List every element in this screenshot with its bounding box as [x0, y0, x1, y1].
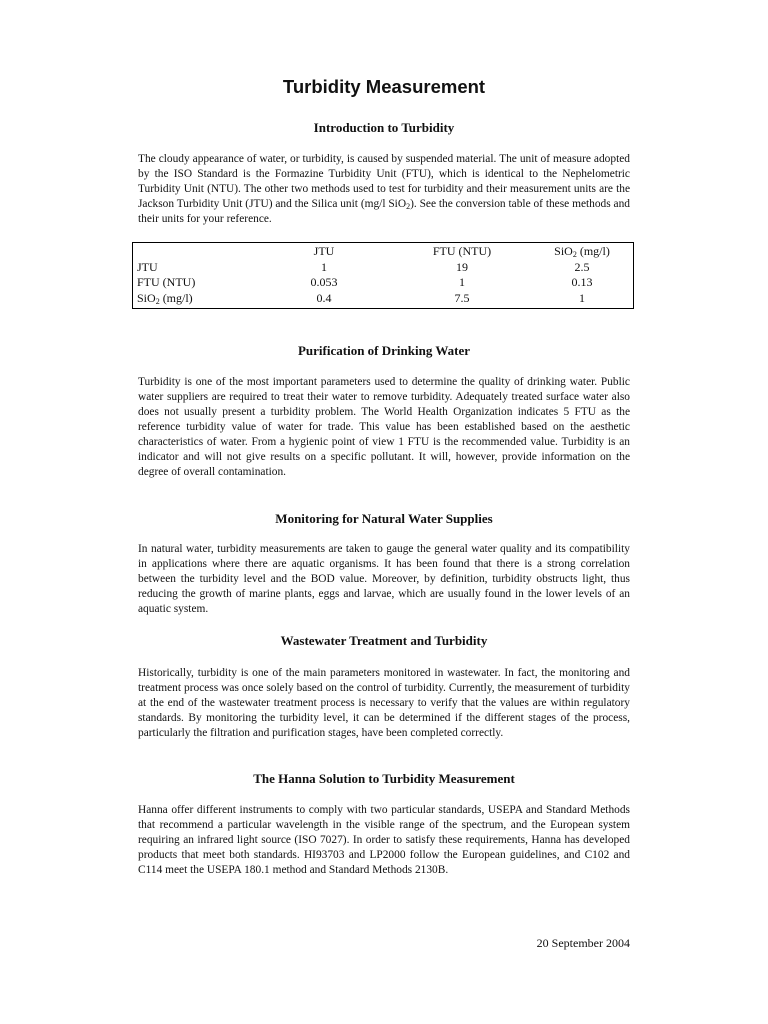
document-date: 20 September 2004: [536, 936, 630, 950]
section-paragraph-introduction: [138, 152, 630, 227]
table-cell: 1: [459, 275, 465, 289]
column-header-sio2: SiO$_2$ (mg/l): [554, 244, 610, 259]
intro-subscript: 2: [406, 202, 411, 211]
section-paragraph-purification: Turbidity is one of the most important parameters used to determine the quality of drinking water. Public water suppliers are required to treat their water to remove turbidity. Adequately treated surface water also does not usually present a turbidity problem. The World Health Organization indicates 5 FTU as the reference turbidity value of water for trade. This value has been established based on the aesthetic characteristics of water. From a hygienic point of view 1 FTU is the recommended value. Turbidity is an indicator and will not give results on a specific pollutant. It will, however, provide information on the degree of overall contamination.: [138, 376, 630, 478]
table-cell: 7.5: [454, 290, 470, 305]
section-paragraph-monitoring: In natural water, turbidity measurements are taken to gauge the general water quality and its compatibility in applications where there are aquatic organisms. It has been found that there is a strong correlation between the turbidity level and the BOD value. Moreover, by definition, turbidity obstructs light, thus reducing the growth of marine plants, eggs and larvae, which are usually found in the lower levels of an aquatic system.: [138, 543, 630, 615]
table-cell: 0.4: [316, 290, 332, 305]
table-cell: 19: [456, 259, 468, 274]
conversion-table: [132, 242, 634, 309]
section-heading-purification: Purification of Drinking Water: [297, 343, 470, 358]
section-heading-introduction: Introduction to Turbidity: [313, 120, 455, 135]
document-title: Turbidity Measurement: [282, 76, 486, 97]
row-label-sio2: SiO$_2$ (mg/l): [137, 290, 193, 306]
table-cell: 2.5: [574, 259, 590, 274]
intro-text-part-2: ). See the conversion table of these methods and their units for your reference.: [138, 198, 630, 225]
column-header-jtu: JTU: [313, 244, 335, 258]
conversion-table-corner: [133, 244, 255, 260]
table-row: [133, 291, 633, 307]
table-cell: 0.13: [571, 275, 593, 289]
section-heading-monitoring: Monitoring for Natural Water Supplies: [275, 511, 493, 526]
section-paragraph-wastewater: Historically, turbidity is one of the main parameters monitored in wastewater. In fact, the monitoring and treatment process was once solely based on the control of turbidity. Currently, the measurement of turbidity at the end of the wastewater treatment process is necessary to verify that the values are within regulatory standards. By monitoring the turbidity level, it can be determined if the different stages of the process, particularly the filtration and purification stages, have been completed correctly.: [138, 667, 630, 739]
column-header-ftu: FTU (NTU): [432, 244, 492, 258]
row-label-ftu: FTU (NTU): [137, 275, 196, 289]
table-row: [133, 260, 633, 276]
conversion-table-header-row: [133, 244, 633, 260]
intro-text-part-1: The cloudy appearance of water, or turbidity, is caused by suspended material. The unit of measure adopted by the ISO Standard is the Formazine Turbidity Unit (FTU), which is identical to the Nephelometric Turbidity Unit (NTU). The other two methods used to test for turbidity and their measurement units are the Jackson Turbidity Unit (JTU) and the Silica unit (mg/l SiO: [138, 153, 630, 210]
table-cell: 0.053: [310, 275, 338, 289]
table-row: [133, 275, 633, 291]
table-cell: 1: [579, 290, 585, 305]
row-label-jtu: JTU: [137, 259, 158, 274]
section-heading-wastewater: Wastewater Treatment and Turbidity: [280, 633, 488, 648]
section-paragraph-hanna-solution: Hanna offer different instruments to comply with two particular standards, USEPA and Standard Methods that recommend a particular wavelength in the visible range of the spectrum, and the European system requiring an infrared light source (ISO 7027). In order to satisfy these requirements, Hanna has developed products that meet both standards. HI93703 and LP2000 follow the European guidelines, and C102 and C114 meet the USEPA 180.1 method and Standard Methods 2130B.: [138, 804, 630, 876]
section-heading-hanna-solution: The Hanna Solution to Turbidity Measurement: [253, 771, 515, 786]
table-cell: 1: [321, 259, 327, 274]
